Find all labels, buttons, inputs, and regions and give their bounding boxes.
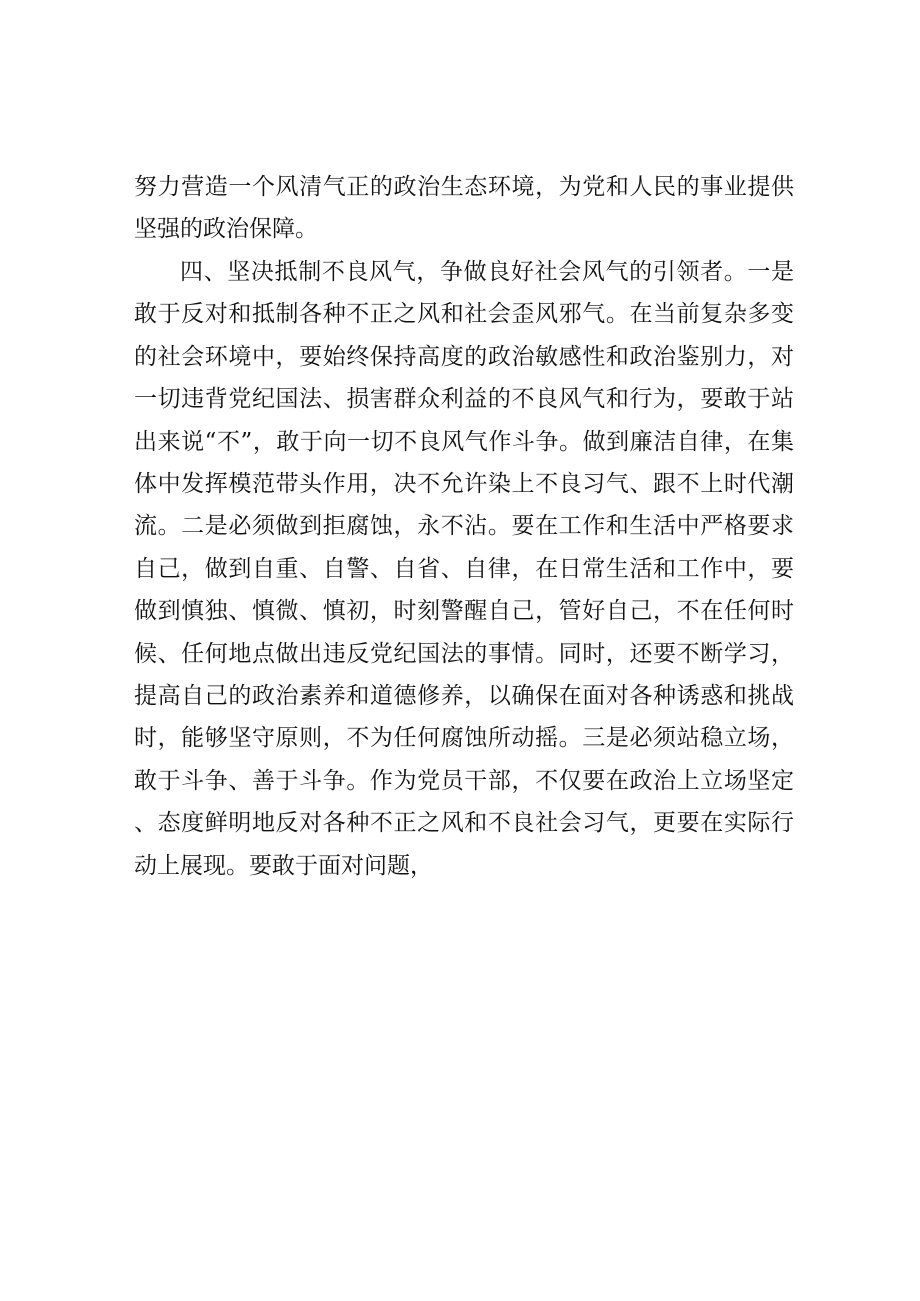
paragraph-text: 努力营造一个风清气正的政治生态环境，为党和人民的事业提供坚强的政治保障。: [134, 174, 794, 243]
section-four-paragraph: [134, 251, 794, 887]
paragraph-text: 四、坚决抵制不良风气，争做良好社会风气的引领者。一是敢于反对和抵制各种不正之风和社会歪风邪气。在当前复杂多变的社会环境中，要始终保持高度的政治敏感性和政治鉴别力，对一切违背党纪国法、损害群众利益的不良风气和行为，要敢于站出来说“不”，敢于向一切不良风气作斗争。做到廉洁自律，在集体中发挥模范带头作用，决不允许染上不良习气、跟不上时代潮流。二是必须做到拒腐蚀，永不沾。要在工作和生活中严格要求自己，做到自重、自警、自省、自律，在日常生活和工作中，要做到慎独、慎微、慎初，时刻警醒自己，管好自己，不在任何时候、任何地点做出违反党纪国法的事情。同时，还要不断学习，提高自己的政治素养和道德修养，以确保在面对各种诱惑和挑战时，能够坚守原则，不为任何腐蚀所动摇。三是必须站稳立场，敢于斗争、善于斗争。作为党员干部，不仅要在政治上立场坚定、态度鲜明地反对各种不正之风和不良社会习气，更要在实际行动上展现。要敢于面对问题，: [134, 259, 794, 879]
continued-paragraph: [134, 166, 794, 251]
